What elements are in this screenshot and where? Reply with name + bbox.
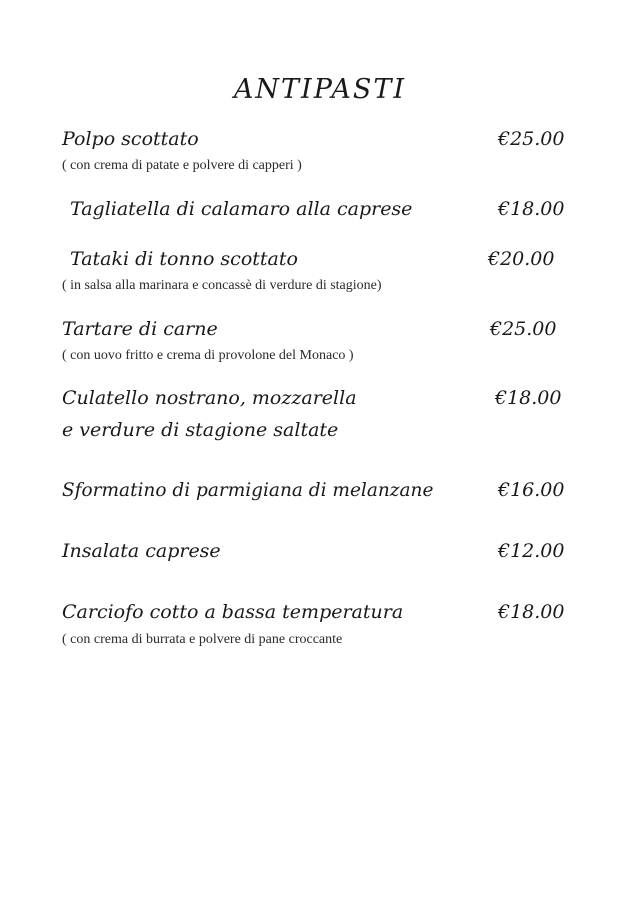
- dish-price: €25.00: [498, 128, 565, 150]
- dish-name: Polpo scottato: [62, 128, 199, 150]
- dish-description: ( con crema di burrata e polvere di pane croccante: [62, 632, 343, 647]
- dish-name: Tagliatella di calamaro alla caprese: [70, 198, 413, 220]
- dish-price: €25.00: [490, 318, 557, 340]
- dish-description: ( con crema di patate e polvere di capperi ): [62, 158, 302, 173]
- section-title: ANTIPASTI: [233, 74, 407, 105]
- dish-price: €18.00: [495, 387, 562, 409]
- dish-name: Tataki di tonno scottato: [70, 248, 298, 270]
- dish-price: €16.00: [498, 479, 565, 501]
- dish-name: Tartare di carne: [62, 318, 218, 340]
- dish-price: €20.00: [488, 248, 555, 270]
- dish-name: Insalata caprese: [62, 540, 221, 562]
- dish-description: ( in salsa alla marinara e concassè di verdure di stagione): [62, 278, 382, 293]
- dish-price: €12.00: [498, 540, 565, 562]
- dish-description: ( con uovo fritto e crema di provolone del Monaco ): [62, 348, 354, 363]
- dish-name: Sformatino di parmigiana di melanzane: [62, 480, 434, 501]
- dish-name-line2: e verdure di stagione saltate: [62, 419, 339, 441]
- dish-name: Culatello nostrano, mozzarella: [62, 387, 357, 409]
- dish-price: €18.00: [498, 198, 565, 220]
- dish-price: €18.00: [498, 601, 565, 623]
- dish-name: Carciofo cotto a bassa temperatura: [62, 601, 404, 623]
